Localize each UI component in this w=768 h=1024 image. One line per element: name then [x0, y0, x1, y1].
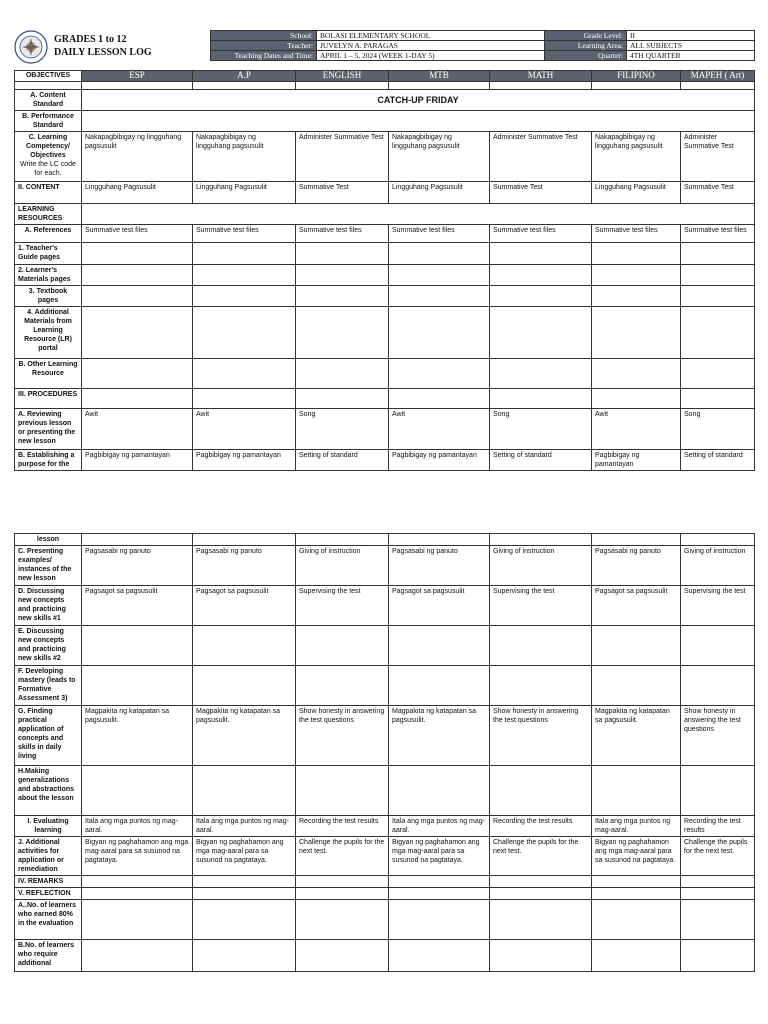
table-cell: Magpakita ng katapatan sa pagsusulit.: [82, 706, 193, 766]
catch-up-friday-banner: CATCH-UP FRIDAY: [82, 90, 755, 111]
table-cell: Pagsagot sa pagsusulit: [193, 586, 296, 626]
area-label: Learning Area:: [545, 41, 627, 51]
school-label: School:: [211, 31, 317, 41]
table-cell: Setting of standard: [490, 450, 592, 471]
header-info-table: [210, 30, 755, 61]
table-cell: Administer Summative Test: [681, 132, 755, 182]
lesson-log-header: [14, 30, 754, 70]
table-cell: Awit: [389, 409, 490, 450]
row-label-discussing-1: D. Discussing new concepts and practicing new skills #1: [15, 586, 82, 626]
table-cell: Itala ang mga puntos ng mag-aaral.: [592, 816, 681, 837]
table-cell: Pagsagot sa pagsusulit: [592, 586, 681, 626]
table-cell: Song: [681, 409, 755, 450]
table-cell: Nakapagbibigay ng lingguhang pagsusulit: [193, 132, 296, 182]
table-cell: Nakapagbibigay ng lingguhang pagsusulit: [592, 132, 681, 182]
table-cell: Summative test files: [389, 225, 490, 243]
form-title: GRADES 1 to 12: [54, 34, 127, 45]
table-cell: Itala ang mga puntos ng mag-aaral.: [193, 816, 296, 837]
table-cell: Pagsagot sa pagsusulit: [82, 586, 193, 626]
table-cell: Setting of standard: [681, 450, 755, 471]
table-cell: Awit: [592, 409, 681, 450]
table-cell: Summative test files: [490, 225, 592, 243]
row-label-competency: C. Learning Competency/ Objectives Write the LC code for each.: [15, 132, 82, 182]
table-cell: Administer Summative Test: [490, 132, 592, 182]
table-cell: Lingguhang Pagsusulit: [193, 182, 296, 204]
row-label-textbook: 3. Textbook pages: [15, 286, 82, 307]
row-label-learning-resources: LEARNING RESOURCES: [15, 204, 82, 225]
table-cell: Supervising the test: [490, 586, 592, 626]
table-cell: Summative Test: [490, 182, 592, 204]
table-cell: Summative test files: [193, 225, 296, 243]
row-label-reviewing: A. Reviewing previous lesson or presenting the new lesson: [15, 409, 82, 450]
table-cell: Pagbibigay ng pamantayan: [82, 450, 193, 471]
table-cell: Recording the test results: [490, 816, 592, 837]
grade-value: II: [627, 31, 755, 41]
dates-value: APRIL 1 – 5, 2024 (WEEK 1-DAY 5): [317, 51, 545, 61]
table-cell: Show honesty in answering the test questions: [296, 706, 389, 766]
table-cell: Bigyan ng paghahamon ang mga mag-aaral para sa susunod na pagtataya.: [592, 837, 681, 876]
table-cell: Summative Test: [681, 182, 755, 204]
table-cell: Giving of instruction: [681, 546, 755, 586]
row-label-performance-standard: B. Performance Standard: [15, 111, 82, 132]
table-cell: Challenge the pupils for the next test.: [681, 837, 755, 876]
column-header-math: MATH: [490, 71, 592, 82]
table-cell: Song: [490, 409, 592, 450]
table-cell: Summative test files: [296, 225, 389, 243]
column-header-filipino: FILIPINO: [592, 71, 681, 82]
table-cell: Supervising the test: [681, 586, 755, 626]
area-value: ALL SUBJECTS: [627, 41, 755, 51]
row-label-reflection: V. REFLECTION: [15, 888, 82, 900]
table-cell: Pagsagot sa pagsusulit: [389, 586, 490, 626]
table-cell: Bigyan ng paghahamon ang mga mag-aaral para sa susunod na pagtataya.: [389, 837, 490, 876]
table-cell: Giving of instruction: [296, 546, 389, 586]
row-label-reflection-b: B.No. of learners who require additional: [15, 940, 82, 972]
table-cell: Bigyan ng paghahamon ang mga mag-aaral para sa susunod na pagtataya.: [82, 837, 193, 876]
deped-seal-icon: [14, 30, 48, 64]
row-label-remarks: IV. REMARKS: [15, 876, 82, 888]
table-cell: Show honesty in answering the test questions: [490, 706, 592, 766]
table-cell: Magpakita ng katapatan sa pagsusulit.: [592, 706, 681, 766]
table-cell: Pagsasabi ng panuto: [82, 546, 193, 586]
table-cell: Itala ang mga puntos ng mag-aaral.: [389, 816, 490, 837]
table-cell: Show honesty in answering the test questions: [681, 706, 755, 766]
table-cell: Awit: [82, 409, 193, 450]
row-label-presenting: C. Presenting examples/ instances of the new lesson: [15, 546, 82, 586]
table-cell: Pagbibigay ng pamantayan: [193, 450, 296, 471]
table-cell: Challenge the pupils for the next test.: [490, 837, 592, 876]
row-label-finding: G. Finding practical application of concepts and skills in daily living: [15, 706, 82, 766]
column-header-english: ENGLISH: [296, 71, 389, 82]
school-value: BOLASI ELEMENTARY SCHOOL: [317, 31, 545, 41]
table-cell: Pagsasabi ng panuto: [193, 546, 296, 586]
teacher-label: Teacher:: [211, 41, 317, 51]
row-label-making: H.Making generalizations and abstractions about the lesson: [15, 766, 82, 816]
table-cell: Song: [296, 409, 389, 450]
teacher-value: JUVELYN A. PARAGAS: [317, 41, 545, 51]
table-cell: Pagsasabi ng panuto: [592, 546, 681, 586]
table-cell: Setting of standard: [296, 450, 389, 471]
table-cell: Lingguhang Pagsusulit: [389, 182, 490, 204]
row-label-additional-materials: 4. Additional Materials from Learning Resource (LR) portal: [15, 307, 82, 359]
column-header-esp: ESP: [82, 71, 193, 82]
table-cell: Administer Summative Test: [296, 132, 389, 182]
row-label-content-standard: A. Content Standard: [15, 90, 82, 111]
table-cell: Recording the test results: [681, 816, 755, 837]
table-cell: Pagbibigay ng pamantayan: [389, 450, 490, 471]
table-cell: Summative test files: [592, 225, 681, 243]
quarter-value: 4TH QUARTER: [627, 51, 755, 61]
row-label-learners-materials: 2. Learner's Materials pages: [15, 265, 82, 286]
lesson-log-page-2: [14, 533, 754, 972]
table-cell: Magpakita ng katapatan sa pagsusulit.: [193, 706, 296, 766]
lesson-log-table-1: [14, 70, 755, 471]
table-cell: Awit: [193, 409, 296, 450]
row-label-content: II. CONTENT: [15, 182, 82, 204]
row-label-developing: F. Developing mastery (leads to Formative Assessment 3): [15, 666, 82, 706]
table-cell: Supervising the test: [296, 586, 389, 626]
objectives-header: OBJECTIVES: [15, 71, 82, 82]
table-cell: Summative test files: [681, 225, 755, 243]
quarter-label: Quarter:: [545, 51, 627, 61]
table-cell: Magpakita ng katapatan sa pagsusulit.: [389, 706, 490, 766]
table-cell: Itala ang mga puntos ng mag-aaral.: [82, 816, 193, 837]
table-cell: Lingguhang Pagsusulit: [592, 182, 681, 204]
form-subtitle: DAILY LESSON LOG: [54, 47, 152, 58]
table-cell: Challenge the pupils for the next test.: [296, 837, 389, 876]
table-cell: Pagbibigay ng pamantayan: [592, 450, 681, 471]
row-label-discussing-2: E. Discussing new concepts and practicing new skills #2: [15, 626, 82, 666]
table-cell: Nakapagbibigay ng lingguhang pagsusulit: [82, 132, 193, 182]
table-cell: Giving of instruction: [490, 546, 592, 586]
row-label-establishing: B. Establishing a purpose for the: [15, 450, 82, 471]
table-cell: Lingguhang Pagsusulit: [82, 182, 193, 204]
row-label-additional-activities: J. Additional activities for application or remediation: [15, 837, 82, 876]
row-label-evaluating: I. Evaluating learning: [15, 816, 82, 837]
row-label-teachers-guide: 1. Teacher's Guide pages: [15, 243, 82, 265]
grade-label: Grade Level:: [545, 31, 627, 41]
lesson-log-table-2: [14, 533, 755, 972]
column-header-mapeh: MAPEH ( Art): [681, 71, 755, 82]
dates-label: Teaching Dates and Time:: [211, 51, 317, 61]
table-cell: Nakapagbibigay ng lingguhang pagsusulit: [389, 132, 490, 182]
row-label-lesson-cont: lesson: [15, 534, 82, 546]
table-cell: Bigyan ng paghahamon ang mga mag-aaral para sa susunod na pagtataya.: [193, 837, 296, 876]
row-label-procedures: III. PROCEDURES: [15, 389, 82, 409]
row-label-other-resource: B. Other Learning Resource: [15, 359, 82, 389]
table-cell: Recording the test results: [296, 816, 389, 837]
table-cell: Summative test files: [82, 225, 193, 243]
row-label-references: A. References: [15, 225, 82, 243]
table-cell: Pagsasabi ng panuto: [389, 546, 490, 586]
column-header-ap: A.P: [193, 71, 296, 82]
row-label-reflection-a: A..No. of learners who earned 80% in the evaluation: [15, 900, 82, 940]
lesson-log-page-1: [14, 70, 754, 471]
column-header-mtb: MTB: [389, 71, 490, 82]
table-cell: Summative Test: [296, 182, 389, 204]
